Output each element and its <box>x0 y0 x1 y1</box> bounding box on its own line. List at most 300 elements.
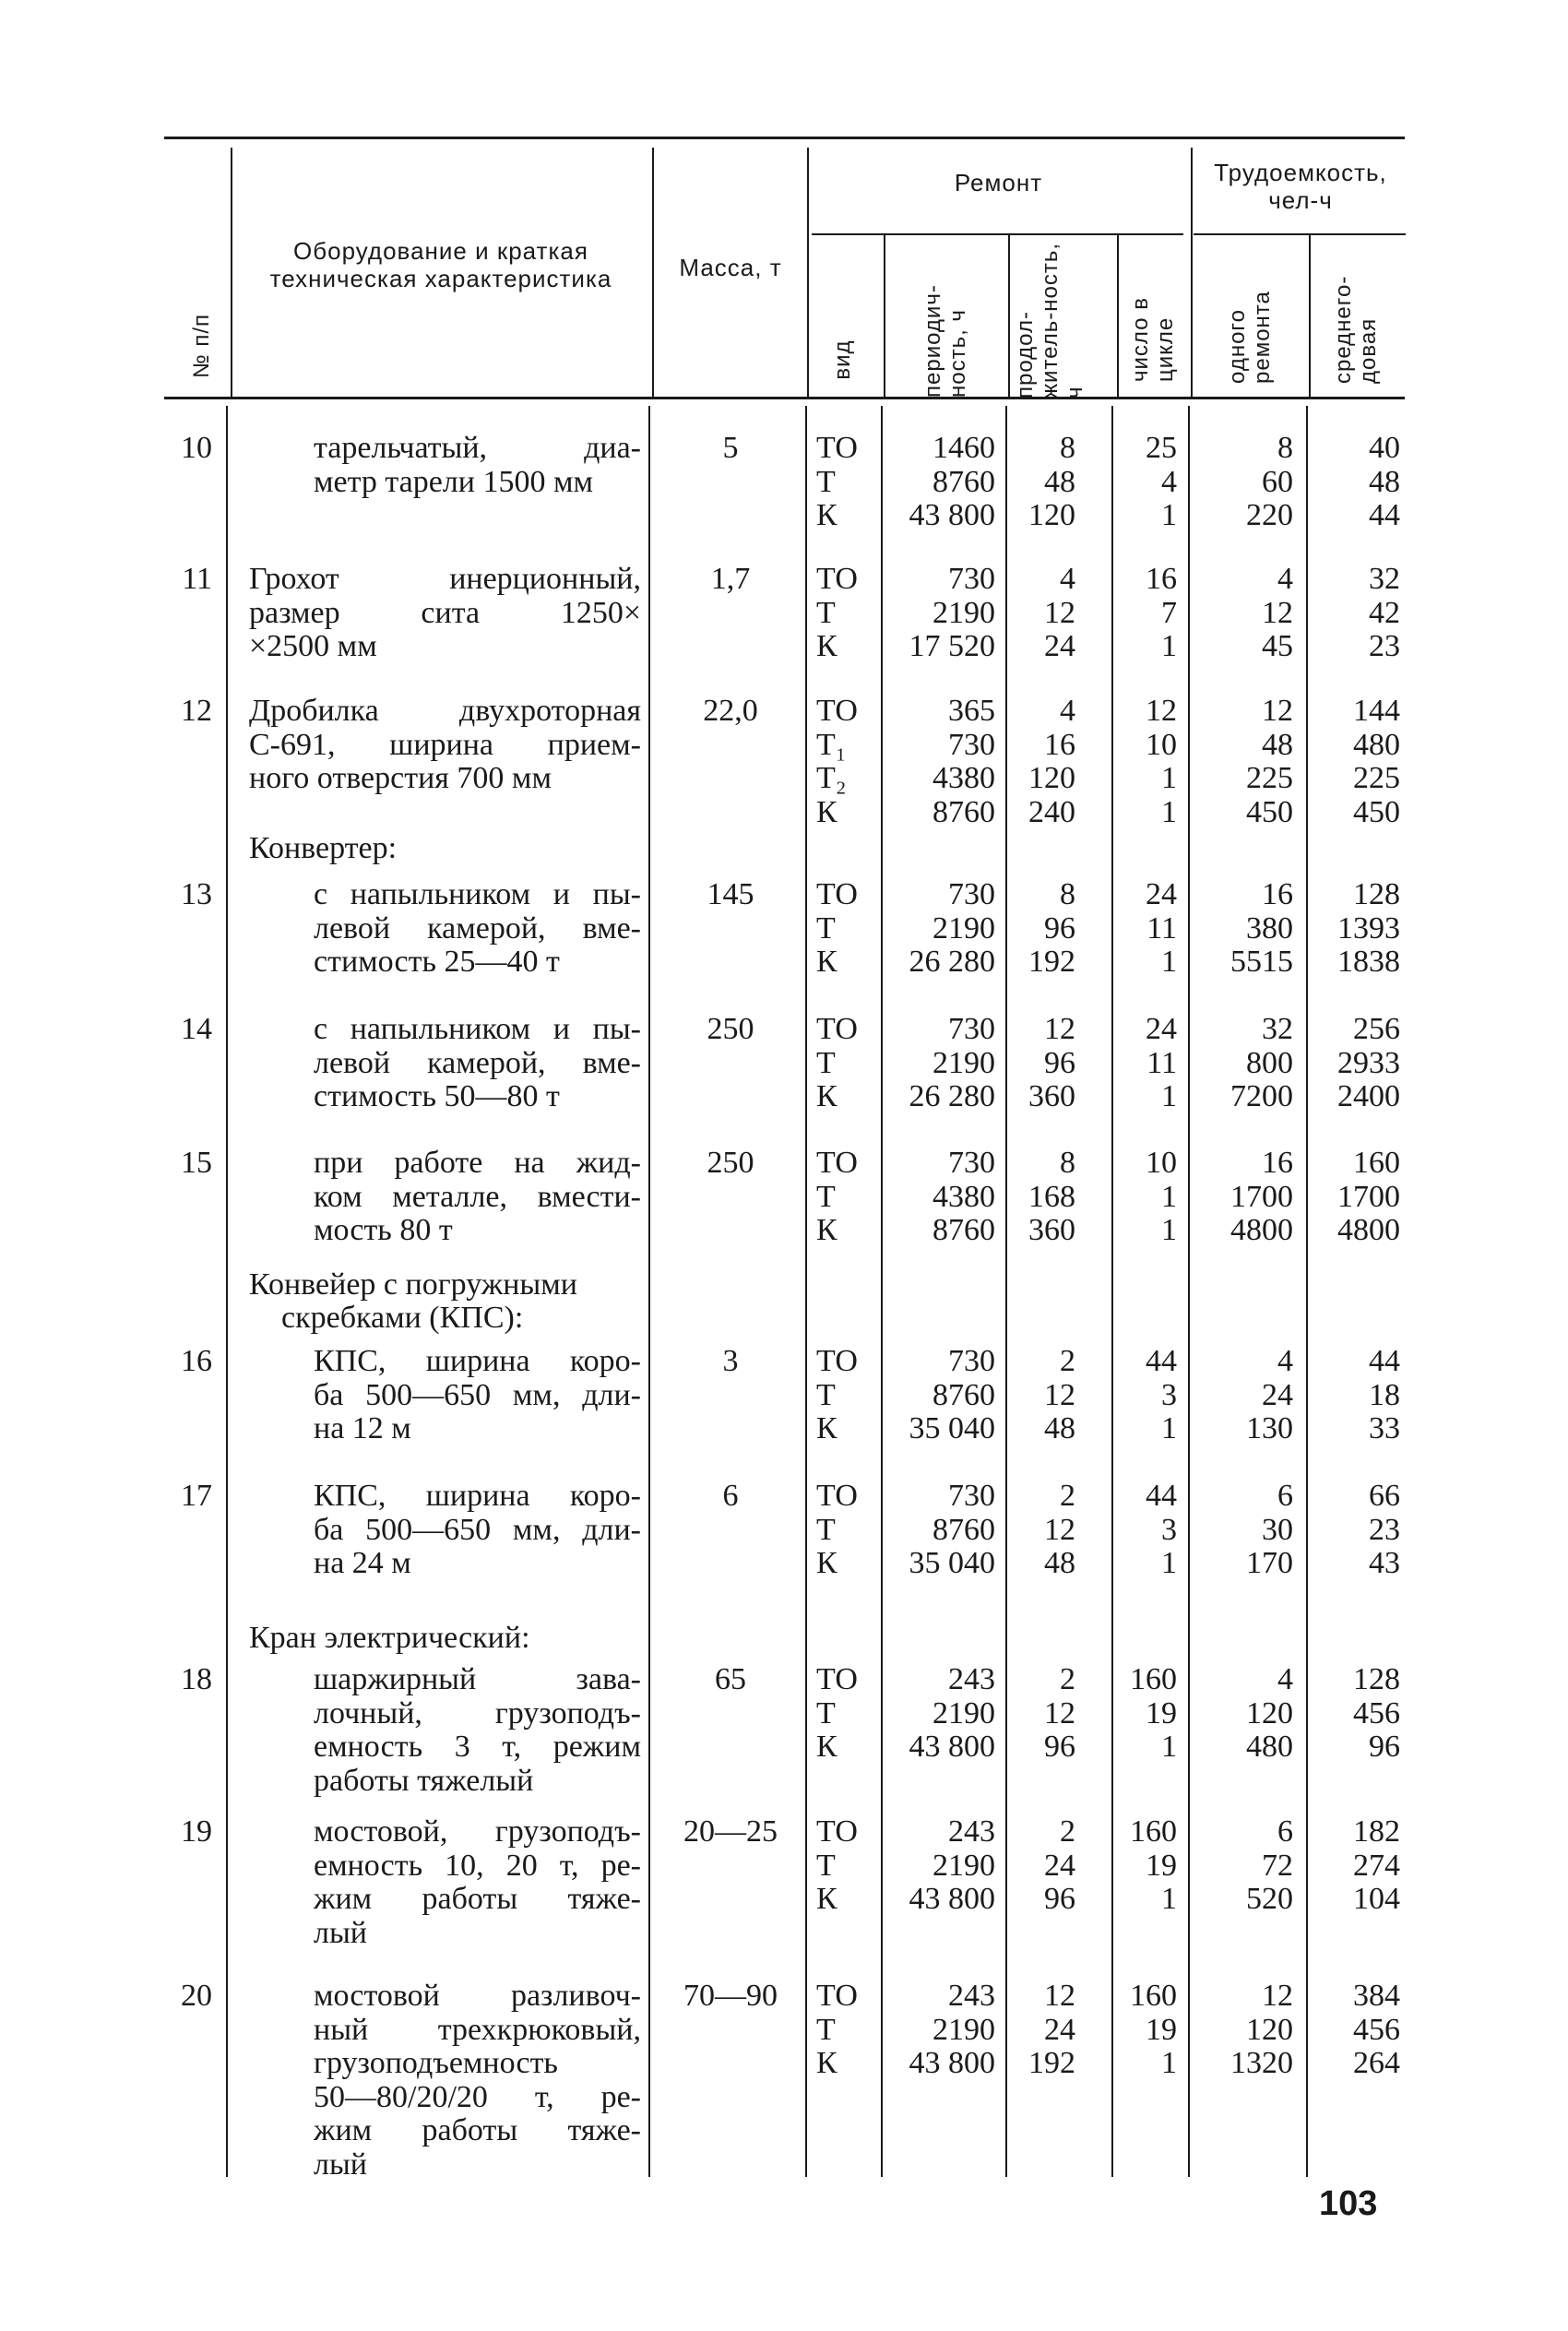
row-number: 20 <box>181 1979 212 2013</box>
labor-avg: 44 <box>1369 1344 1400 1378</box>
repair-kind: Т <box>816 1695 836 1730</box>
description-line: с напыльником и пы- <box>314 1012 641 1046</box>
labor-avg: 274 <box>1353 1848 1400 1883</box>
description-line: ком металле, вмести- <box>314 1179 641 1214</box>
description-line: левой камерой, вме- <box>314 910 641 945</box>
labor-one: 4800 <box>1230 1213 1293 1247</box>
labor-avg: 32 <box>1369 562 1400 596</box>
labor-avg: 256 <box>1353 1012 1400 1046</box>
labor-avg: 40 <box>1369 431 1400 465</box>
repair-duration: 192 <box>1028 945 1075 979</box>
repair-duration: 360 <box>1028 1079 1075 1113</box>
repair-count: 160 <box>1130 1979 1177 2013</box>
labor-one: 4 <box>1277 562 1293 596</box>
labor-avg: 225 <box>1353 761 1400 795</box>
repair-count: 11 <box>1146 1045 1177 1080</box>
row-number: 11 <box>182 562 212 596</box>
labor-avg: 104 <box>1353 1882 1400 1916</box>
labor-avg: 128 <box>1353 877 1400 911</box>
description-line: тарельчатый, диа- <box>314 431 641 465</box>
description-line: лый <box>314 2147 368 2182</box>
repair-duration: 12 <box>1044 1979 1075 2013</box>
header-periodicity: периодич-ность, ч <box>921 284 970 398</box>
repair-duration: 360 <box>1028 1213 1075 1247</box>
labor-one: 220 <box>1246 498 1293 532</box>
labor-one: 16 <box>1262 877 1293 911</box>
labor-one: 225 <box>1246 761 1293 795</box>
row-mass: 70—90 <box>683 1979 778 2013</box>
repair-periodicity: 2190 <box>932 1045 995 1080</box>
labor-one: 520 <box>1246 1882 1293 1916</box>
repair-duration: 24 <box>1044 629 1075 663</box>
repair-count: 25 <box>1146 431 1177 465</box>
labor-avg: 480 <box>1353 727 1400 762</box>
description-line: с напыльником и пы- <box>314 877 641 911</box>
description-line: при работе на жид- <box>314 1146 641 1180</box>
repair-periodicity: 365 <box>948 694 995 728</box>
row-number: 13 <box>181 877 212 911</box>
row-description <box>249 695 641 796</box>
description-line: метр тарели 1500 мм <box>314 464 594 499</box>
repair-periodicity: 243 <box>948 1662 995 1696</box>
labor-avg: 1838 <box>1337 945 1400 979</box>
labor-one: 6 <box>1277 1814 1293 1849</box>
col-line-7 <box>1191 148 1193 397</box>
labor-one: 72 <box>1262 1848 1293 1883</box>
repair-kind: ТО <box>816 562 858 596</box>
labor-avg: 4800 <box>1337 1213 1400 1247</box>
labor-avg: 42 <box>1369 595 1400 630</box>
repair-periodicity: 8760 <box>932 1377 995 1412</box>
row-number: 19 <box>181 1814 212 1849</box>
row-description <box>314 878 641 980</box>
repair-periodicity: 730 <box>948 1479 995 1513</box>
repair-count: 1 <box>1161 1411 1177 1445</box>
header-mass: Масса, т <box>679 254 782 281</box>
repair-kind: К <box>816 498 837 532</box>
repair-count: 16 <box>1146 562 1177 596</box>
labor-one: 120 <box>1246 1695 1293 1730</box>
description-line: мостовой, грузоподъ- <box>314 1814 641 1849</box>
description-line: грузоподъемность <box>314 2046 558 2080</box>
repair-count: 1 <box>1161 1730 1177 1764</box>
description-line: Дробилка двухроторная <box>249 694 641 728</box>
repair-kind: Т₁ <box>816 727 847 762</box>
repair-periodicity: 730 <box>948 1344 995 1378</box>
repair-periodicity: 2190 <box>932 1695 995 1730</box>
repair-kind: К <box>816 2046 837 2080</box>
labor-avg: 456 <box>1353 2012 1400 2047</box>
labor-subheader-rule <box>1194 233 1406 235</box>
row-mass: 250 <box>707 1012 754 1046</box>
description-line: ×2500 мм <box>249 629 377 663</box>
repair-count: 1 <box>1161 629 1177 663</box>
repair-duration: 96 <box>1044 1882 1075 1916</box>
repair-kind: К <box>816 1730 837 1764</box>
repair-periodicity: 8760 <box>932 1512 995 1547</box>
repair-periodicity: 2190 <box>932 1848 995 1883</box>
repair-kind: Т₂ <box>816 761 847 795</box>
repair-periodicity: 730 <box>948 1012 995 1046</box>
repair-periodicity: 43 800 <box>909 1882 995 1916</box>
header-num: № п/п <box>189 313 214 379</box>
repair-count: 44 <box>1146 1344 1177 1378</box>
repair-duration: 12 <box>1044 595 1075 630</box>
col-line-5 <box>1008 233 1010 397</box>
description-line: мостовой разливоч- <box>314 1979 641 2013</box>
description-line: емность 3 т, режим <box>314 1730 641 1764</box>
col-line-4 <box>884 233 885 397</box>
repair-periodicity: 35 040 <box>909 1411 995 1445</box>
labor-avg: 144 <box>1353 694 1400 728</box>
repair-count: 19 <box>1146 2012 1177 2047</box>
description-line: жим работы тяже- <box>314 2113 641 2147</box>
labor-one: 45 <box>1262 629 1293 663</box>
description-line: Грохот инерционный, <box>249 562 641 596</box>
repair-kind: Т <box>816 2012 836 2047</box>
body-line-6 <box>1111 406 1113 2177</box>
row-description <box>249 563 641 664</box>
repair-duration: 4 <box>1060 562 1075 596</box>
labor-avg: 1393 <box>1337 910 1400 945</box>
row-mass: 6 <box>722 1479 739 1513</box>
labor-one: 5515 <box>1230 945 1293 979</box>
labor-avg: 456 <box>1353 1695 1400 1730</box>
labor-avg: 2400 <box>1337 1079 1400 1113</box>
repair-count: 10 <box>1146 1146 1177 1180</box>
description-line: на 24 м <box>314 1546 411 1580</box>
repair-duration: 2 <box>1060 1344 1075 1378</box>
repair-count: 1 <box>1161 945 1177 979</box>
row-description <box>314 1013 641 1114</box>
repair-periodicity: 43 800 <box>909 498 995 532</box>
labor-one: 30 <box>1262 1512 1293 1547</box>
repair-kind: Т <box>816 910 836 945</box>
top-rule <box>164 137 1405 139</box>
header-equipment: Оборудование и краткая техническая характеристика <box>269 237 612 292</box>
description-line: лочный, грузоподъ- <box>314 1695 641 1730</box>
repair-duration: 192 <box>1028 2046 1075 2080</box>
repair-count: 24 <box>1146 877 1177 911</box>
labor-avg: 66 <box>1369 1479 1400 1513</box>
repair-count: 1 <box>1161 794 1177 829</box>
description-line: емность 10, 20 т, ре- <box>314 1848 641 1883</box>
row-mass: 250 <box>707 1146 754 1180</box>
repair-count: 7 <box>1161 595 1177 630</box>
labor-one: 12 <box>1262 694 1293 728</box>
labor-avg: 33 <box>1369 1411 1400 1445</box>
repair-periodicity: 730 <box>948 727 995 762</box>
description-line: 50—80/20/20 т, ре- <box>314 2079 641 2114</box>
repair-duration: 168 <box>1028 1179 1075 1214</box>
repair-periodicity: 43 800 <box>909 1730 995 1764</box>
row-description <box>314 1815 641 1950</box>
repair-duration: 12 <box>1044 1377 1075 1412</box>
repair-kind: ТО <box>816 1814 858 1849</box>
labor-one: 4 <box>1277 1662 1293 1696</box>
labor-one: 24 <box>1262 1377 1293 1412</box>
repair-periodicity: 8760 <box>932 794 995 829</box>
row-number: 12 <box>181 694 212 728</box>
repair-duration: 2 <box>1060 1814 1075 1849</box>
labor-one: 7200 <box>1230 1079 1293 1113</box>
row-number: 10 <box>181 431 212 465</box>
repair-kind: Т <box>816 1512 836 1547</box>
repair-periodicity: 4380 <box>932 761 995 795</box>
repair-kind: ТО <box>816 1479 858 1513</box>
repair-duration: 8 <box>1060 877 1075 911</box>
repair-kind: ТО <box>816 877 858 911</box>
repair-count: 160 <box>1130 1814 1177 1849</box>
repair-count: 12 <box>1146 694 1177 728</box>
row-mass: 5 <box>722 431 739 465</box>
repair-periodicity: 1460 <box>932 431 995 465</box>
row-number: 17 <box>181 1479 212 1513</box>
row-mass: 3 <box>722 1344 739 1378</box>
repair-count: 19 <box>1146 1695 1177 1730</box>
description-line: на 12 м <box>314 1411 411 1445</box>
labor-avg: 182 <box>1353 1814 1400 1849</box>
repair-kind: ТО <box>816 1662 858 1696</box>
col-line-3 <box>807 148 809 397</box>
repair-kind: К <box>816 1882 837 1916</box>
repair-duration: 12 <box>1044 1012 1075 1046</box>
repair-count: 11 <box>1146 910 1177 945</box>
labor-one: 12 <box>1262 1979 1293 2013</box>
repair-subheader-rule <box>812 233 1183 235</box>
repair-periodicity: 35 040 <box>909 1546 995 1580</box>
row-description <box>314 1663 641 1798</box>
row-description <box>314 1345 641 1446</box>
labor-avg: 2933 <box>1337 1045 1400 1080</box>
repair-duration: 2 <box>1060 1479 1075 1513</box>
header-kind: вид <box>830 339 855 380</box>
repair-duration: 96 <box>1044 1730 1075 1764</box>
labor-one: 6 <box>1277 1479 1293 1513</box>
description-line: стимость 50—80 т <box>314 1079 560 1113</box>
row-mass: 22,0 <box>703 694 758 728</box>
labor-avg: 43 <box>1369 1546 1400 1580</box>
labor-one: 450 <box>1246 794 1293 829</box>
repair-kind: Т <box>816 1848 836 1883</box>
group-converter: Конвертер: <box>249 831 398 865</box>
group-conveyor-line2: скребками (КПС): <box>281 1301 524 1335</box>
repair-kind: ТО <box>816 1979 858 2013</box>
description-line: жим работы тяже- <box>314 1882 641 1916</box>
repair-duration: 120 <box>1028 498 1075 532</box>
description-line: мость 80 т <box>314 1213 453 1247</box>
labor-one: 8 <box>1277 431 1293 465</box>
labor-one: 130 <box>1246 1411 1293 1445</box>
row-mass: 20—25 <box>683 1814 778 1849</box>
repair-duration: 12 <box>1044 1512 1075 1547</box>
labor-one: 60 <box>1262 464 1293 499</box>
repair-periodicity: 43 800 <box>909 2046 995 2080</box>
header-labor-one: одного ремонта <box>1225 291 1275 384</box>
description-line: работы тяжелый <box>314 1763 534 1798</box>
repair-count: 160 <box>1130 1662 1177 1696</box>
row-description <box>314 1980 641 2182</box>
repair-periodicity: 243 <box>948 1814 995 1849</box>
repair-duration: 8 <box>1060 1146 1075 1180</box>
col-line-8 <box>1309 233 1311 397</box>
repair-count: 1 <box>1161 1882 1177 1916</box>
repair-periodicity: 2190 <box>932 910 995 945</box>
repair-count: 1 <box>1161 761 1177 795</box>
repair-duration: 8 <box>1060 431 1075 465</box>
repair-count: 4 <box>1161 464 1177 499</box>
repair-kind: ТО <box>816 1012 858 1046</box>
repair-kind: ТО <box>816 694 858 728</box>
description-line: ного отверстия 700 мм <box>249 761 552 795</box>
row-description <box>314 1480 641 1581</box>
repair-duration: 120 <box>1028 761 1075 795</box>
row-number: 15 <box>181 1146 212 1180</box>
repair-count: 1 <box>1161 1079 1177 1113</box>
repair-count: 3 <box>1161 1377 1177 1412</box>
repair-count: 1 <box>1161 1213 1177 1247</box>
labor-one: 380 <box>1246 910 1293 945</box>
labor-one: 120 <box>1246 2012 1293 2047</box>
row-mass: 65 <box>715 1662 746 1696</box>
col-line-1 <box>231 148 232 397</box>
repair-count: 10 <box>1146 727 1177 762</box>
description-line: левой камерой, вме- <box>314 1045 641 1080</box>
repair-duration: 48 <box>1044 1411 1075 1445</box>
repair-periodicity: 730 <box>948 562 995 596</box>
labor-one: 800 <box>1246 1045 1293 1080</box>
group-crane: Кран электрический: <box>249 1621 530 1655</box>
repair-duration: 96 <box>1044 1045 1075 1080</box>
repair-kind: ТО <box>816 431 858 465</box>
labor-one: 48 <box>1262 727 1293 762</box>
repair-count: 1 <box>1161 1546 1177 1580</box>
repair-duration: 16 <box>1044 727 1075 762</box>
description-line: лый <box>314 1915 368 1950</box>
repair-count: 19 <box>1146 1848 1177 1883</box>
labor-avg: 18 <box>1369 1377 1400 1412</box>
labor-avg: 450 <box>1353 794 1400 829</box>
repair-periodicity: 730 <box>948 877 995 911</box>
labor-avg: 96 <box>1369 1730 1400 1764</box>
repair-periodicity: 8760 <box>932 464 995 499</box>
row-number: 14 <box>181 1012 212 1046</box>
description-line: ба 500—650 мм, дли- <box>314 1377 641 1412</box>
repair-periodicity: 730 <box>948 1146 995 1180</box>
repair-duration: 2 <box>1060 1662 1075 1696</box>
repair-kind: К <box>816 1411 837 1445</box>
row-description <box>314 1147 641 1248</box>
repair-kind: К <box>816 945 837 979</box>
labor-avg: 44 <box>1369 498 1400 532</box>
repair-periodicity: 4380 <box>932 1179 995 1214</box>
labor-avg: 48 <box>1369 464 1400 499</box>
row-number: 18 <box>181 1662 212 1696</box>
repair-kind: Т <box>816 1377 836 1412</box>
repair-periodicity: 26 280 <box>909 945 995 979</box>
repair-duration: 48 <box>1044 1546 1075 1580</box>
labor-avg: 128 <box>1353 1662 1400 1696</box>
description-line: КПС, ширина коро- <box>314 1479 641 1513</box>
row-mass: 1,7 <box>710 562 751 596</box>
col-line-6 <box>1117 233 1119 397</box>
repair-kind: ТО <box>816 1344 858 1378</box>
labor-one: 1320 <box>1230 2046 1293 2080</box>
repair-duration: 12 <box>1044 1695 1075 1730</box>
labor-one: 480 <box>1246 1730 1293 1764</box>
repair-periodicity: 26 280 <box>909 1079 995 1113</box>
repair-kind: К <box>816 1546 837 1580</box>
header-labor-avg: среднего-довая <box>1331 275 1381 384</box>
repair-periodicity: 243 <box>948 1979 995 2013</box>
description-line: шаржирный зава- <box>314 1662 641 1696</box>
repair-kind: Т <box>816 1045 836 1080</box>
labor-one: 1700 <box>1230 1179 1293 1214</box>
repair-kind: ТО <box>816 1146 858 1180</box>
row-description <box>314 432 641 499</box>
labor-avg: 23 <box>1369 1512 1400 1547</box>
repair-kind: К <box>816 629 837 663</box>
header-bottom-rule <box>164 397 1405 399</box>
repair-kind: Т <box>816 1179 836 1214</box>
body-line-3 <box>805 406 807 2177</box>
col-line-2 <box>652 148 654 397</box>
repair-duration: 48 <box>1044 464 1075 499</box>
labor-avg: 264 <box>1353 2046 1400 2080</box>
repair-count: 44 <box>1146 1479 1177 1513</box>
repair-count: 1 <box>1161 2046 1177 2080</box>
labor-avg: 1700 <box>1337 1179 1400 1214</box>
repair-periodicity: 2190 <box>932 595 995 630</box>
description-line: С-691, ширина прием- <box>249 727 641 762</box>
row-mass: 145 <box>707 877 754 911</box>
header-count: число в цикле <box>1128 297 1178 382</box>
description-line: ба 500—650 мм, дли- <box>314 1512 641 1547</box>
labor-avg: 384 <box>1353 1979 1400 2013</box>
labor-one: 12 <box>1262 595 1293 630</box>
body-line-2 <box>648 406 650 2177</box>
repair-kind: Т <box>816 464 836 499</box>
description-line: стимость 25—40 т <box>314 945 560 979</box>
description-line: КПС, ширина коро- <box>314 1344 641 1378</box>
repair-duration: 24 <box>1044 1848 1075 1883</box>
repair-periodicity: 17 520 <box>909 629 995 663</box>
labor-one: 16 <box>1262 1146 1293 1180</box>
header-duration: продол-житель-ность, ч <box>1013 243 1087 398</box>
repair-kind: Т <box>816 595 836 630</box>
repair-count: 1 <box>1161 1179 1177 1214</box>
repair-kind: К <box>816 1079 837 1113</box>
repair-duration: 4 <box>1060 694 1075 728</box>
repair-count: 1 <box>1161 498 1177 532</box>
description-line: ный трехкрюковый, <box>314 2012 641 2047</box>
group-conveyor-line1: Конвейер с погружными <box>249 1267 577 1302</box>
labor-avg: 23 <box>1369 629 1400 663</box>
labor-one: 32 <box>1262 1012 1293 1046</box>
repair-kind: К <box>816 1213 837 1247</box>
repair-duration: 24 <box>1044 2012 1075 2047</box>
repair-count: 3 <box>1161 1512 1177 1547</box>
labor-one: 170 <box>1246 1546 1293 1580</box>
repair-periodicity: 2190 <box>932 2012 995 2047</box>
repair-kind: К <box>816 794 837 829</box>
repair-count: 24 <box>1146 1012 1177 1046</box>
repair-duration: 240 <box>1028 794 1075 829</box>
body-line-1 <box>226 406 228 2177</box>
repair-duration: 96 <box>1044 910 1075 945</box>
header-repair: Ремонт <box>954 169 1043 196</box>
repair-periodicity: 8760 <box>932 1213 995 1247</box>
